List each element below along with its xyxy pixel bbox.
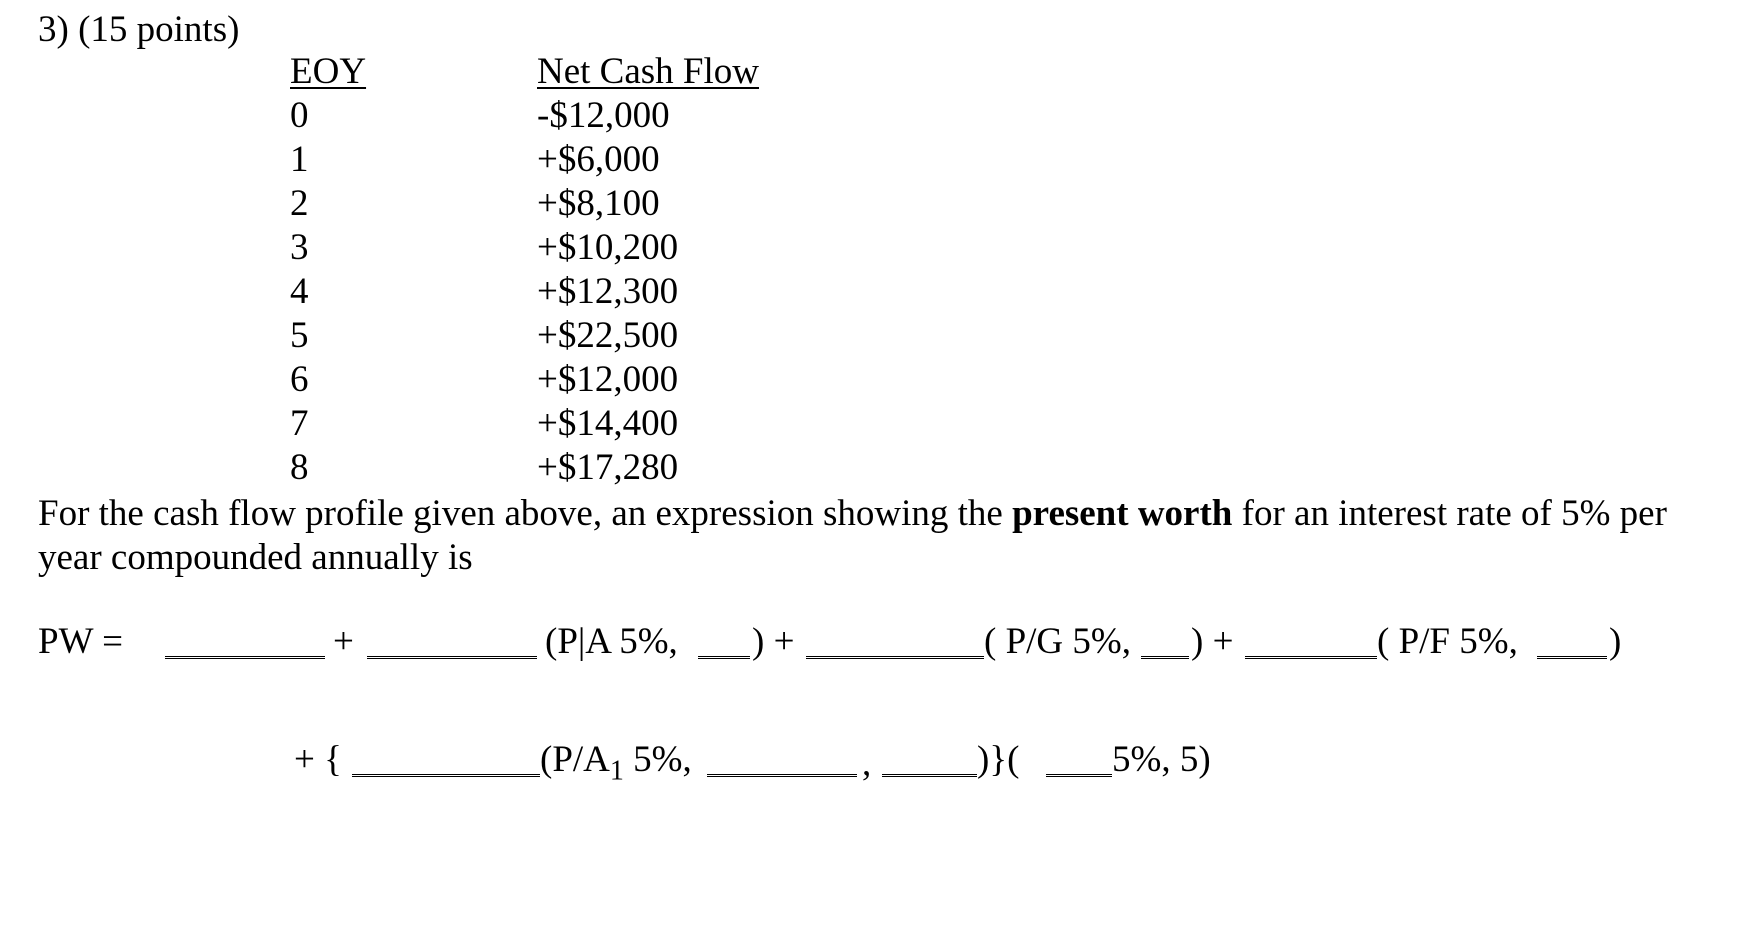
- eoy-cell: 7: [290, 403, 309, 444]
- eoy-cell: 0: [290, 95, 309, 136]
- pg-factor-label: ( P/G 5%,: [984, 621, 1131, 662]
- eoy-column-header: EOY: [290, 51, 367, 92]
- pa1-factor-label: [540, 738, 692, 787]
- answer-blank-11[interactable]: [1046, 774, 1112, 777]
- cash-flow-cell: +$12,300: [537, 271, 679, 312]
- close-paren-plus: ) +: [752, 621, 795, 662]
- answer-blank-6[interactable]: [1245, 656, 1377, 659]
- answer-blank-4[interactable]: [806, 656, 984, 659]
- eoy-cell: 2: [290, 183, 309, 224]
- answer-blank-8[interactable]: [352, 774, 540, 777]
- eoy-cell: 6: [290, 359, 309, 400]
- plus-sign: +: [333, 621, 354, 662]
- eoy-cell: 3: [290, 227, 309, 268]
- cash-flow-cell: +$12,000: [537, 359, 679, 400]
- line2-close: )}(: [977, 739, 1020, 780]
- pf-factor-label: ( P/F 5%,: [1377, 621, 1518, 662]
- cash-flow-cell: +$10,200: [537, 227, 679, 268]
- cash-flow-cell: +$14,400: [537, 403, 679, 444]
- prompt-text-after: for an interest rate of 5% per year compounded annually is: [38, 493, 1667, 578]
- prompt-bold-text: present worth: [1012, 493, 1233, 534]
- answer-blank-9[interactable]: [707, 774, 857, 777]
- eoy-cell: 4: [290, 271, 309, 312]
- answer-blank-7[interactable]: [1537, 656, 1607, 659]
- eoy-cell: 5: [290, 315, 309, 356]
- pw-label: PW =: [38, 621, 123, 662]
- answer-blank-10[interactable]: [882, 774, 977, 777]
- net-cash-flow-column-header: Net Cash Flow: [537, 51, 759, 92]
- eoy-cell: 1: [290, 139, 309, 180]
- question-header: 3) (15 points): [38, 9, 240, 50]
- pa-factor-label: (P|A 5%,: [545, 621, 678, 662]
- answer-blank-5[interactable]: [1141, 656, 1189, 659]
- cash-flow-cell: +$6,000: [537, 139, 660, 180]
- cash-flow-cell: -$12,000: [537, 95, 670, 136]
- comma: ,: [862, 743, 872, 784]
- eoy-cell: 8: [290, 447, 309, 488]
- close-paren-plus: ) +: [1191, 621, 1234, 662]
- cash-flow-cell: +$22,500: [537, 315, 679, 356]
- answer-blank-1[interactable]: [165, 656, 325, 659]
- pa1-factor-main: (P/A: [540, 739, 610, 780]
- close-paren: ): [1609, 621, 1622, 662]
- line2-open-brace: + {: [294, 739, 342, 780]
- pa1-factor-rest: 5%,: [623, 739, 692, 780]
- cash-flow-cell: +$17,280: [537, 447, 679, 488]
- prompt-text-before: For the cash flow profile given above, an expression showing the: [38, 493, 1013, 534]
- pa1-subscript: 1: [609, 755, 624, 787]
- answer-blank-2[interactable]: [367, 656, 537, 659]
- question-prompt: [38, 492, 1738, 580]
- answer-blank-3[interactable]: [698, 656, 750, 659]
- cash-flow-cell: +$8,100: [537, 183, 660, 224]
- line2-tail: 5%, 5): [1112, 739, 1211, 780]
